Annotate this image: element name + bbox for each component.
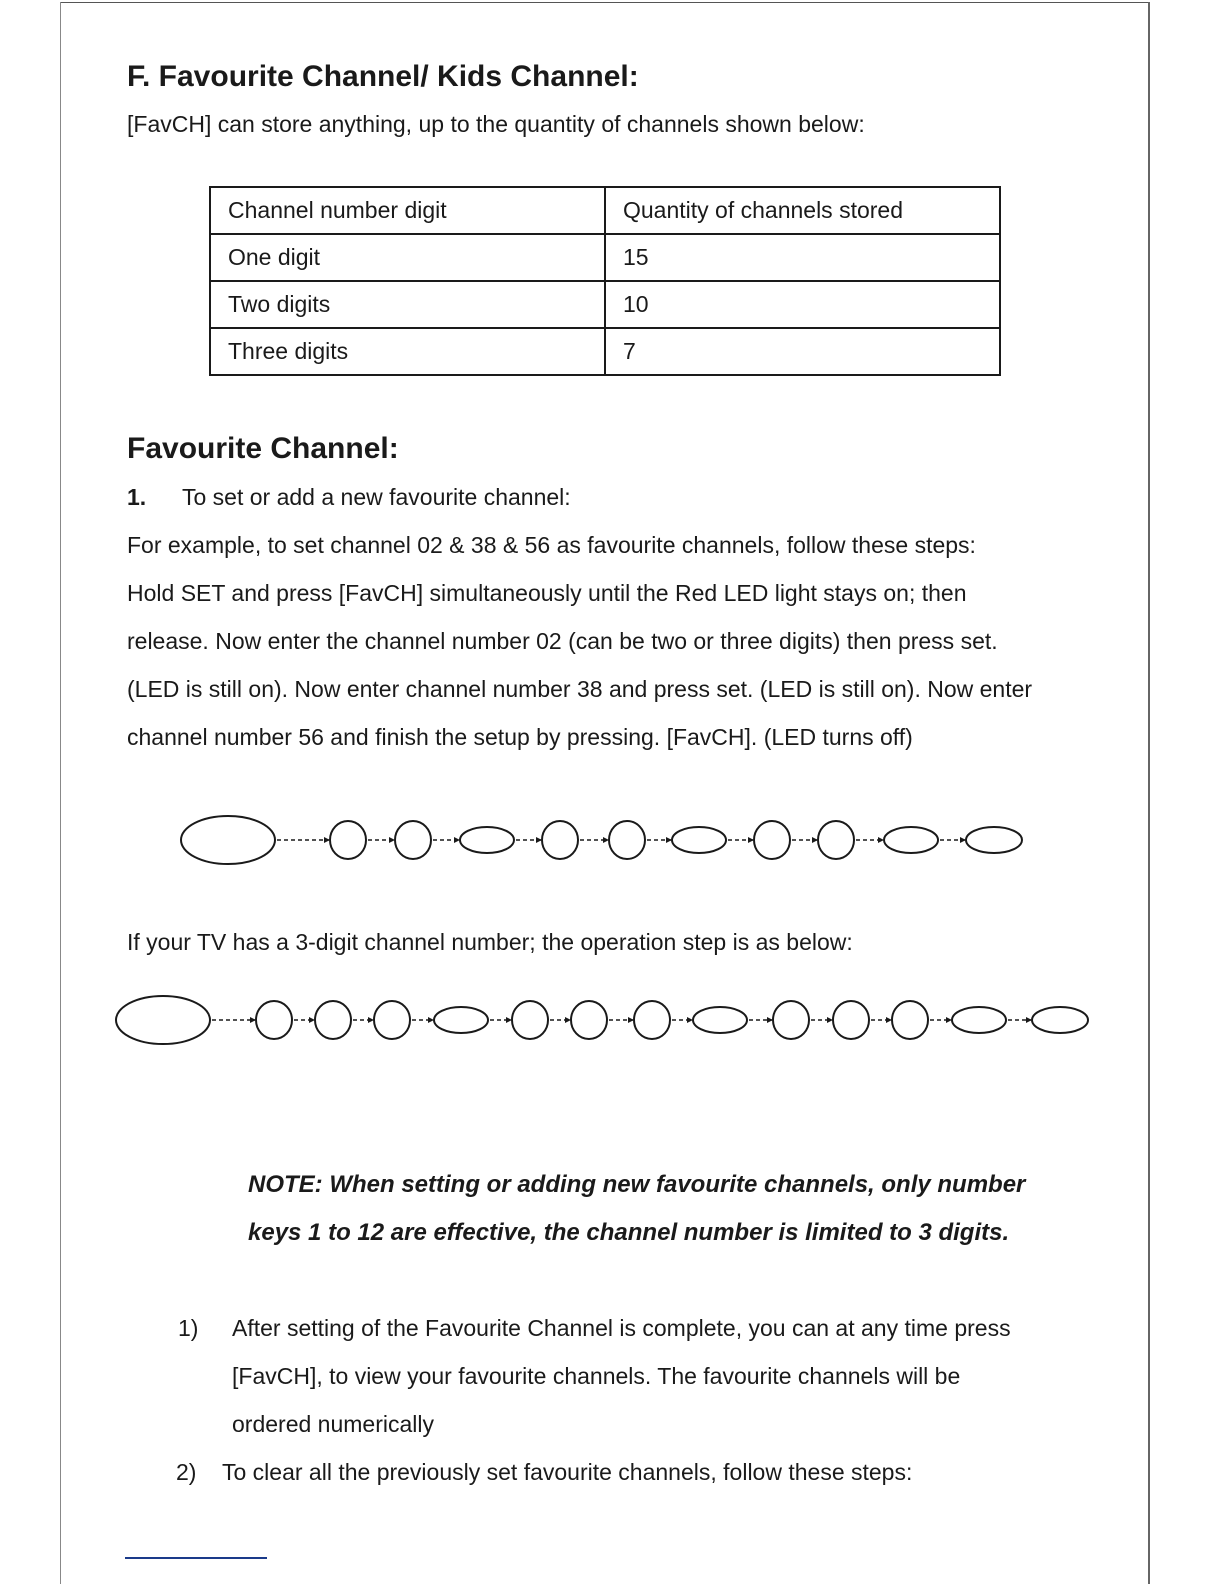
- two-digit-key-flow: [181, 816, 1022, 864]
- paragraph-line: channel number 56 and finish the setup by pressing. [FavCH]. (LED turns off): [127, 724, 913, 750]
- table-cell: One digit: [210, 234, 605, 281]
- paragraph-line: (LED is still on). Now enter channel number 38 and press set. (LED is still on). Now enter: [127, 676, 1033, 702]
- table-cell: Two digits: [210, 281, 605, 328]
- digit-key-icon: [754, 821, 790, 859]
- table-cell: 15: [605, 234, 1000, 281]
- digit-key-icon: [256, 1001, 292, 1039]
- list-item-line: [FavCH], to view your favourite channels. The favourite channels will be: [232, 1363, 961, 1389]
- table-cell: Three digits: [210, 328, 605, 375]
- digit-key-icon: [571, 1001, 607, 1039]
- table-cell: 7: [605, 328, 1000, 375]
- paragraph-line: Hold SET and press [FavCH] simultaneously until the Red LED light stays on; then: [127, 580, 967, 606]
- hold-set-favch-key-icon: [116, 996, 210, 1044]
- section-title: F. Favourite Channel/ Kids Channel:: [127, 60, 639, 93]
- section-intro: [FavCH] can store anything, up to the quantity of channels shown below:: [127, 111, 865, 137]
- digit-key-icon: [818, 821, 854, 859]
- digit-key-icon: [773, 1001, 809, 1039]
- three-digit-key-flow: [116, 996, 1088, 1044]
- list-item-line: To clear all the previously set favourite channels, follow these steps:: [222, 1459, 913, 1485]
- note-line: keys 1 to 12 are effective, the channel number is limited to 3 digits.: [248, 1219, 1010, 1246]
- digit-key-icon: [374, 1001, 410, 1039]
- table-cell: 10: [605, 281, 1000, 328]
- set-key-icon: [460, 827, 514, 853]
- digit-key-icon: [892, 1001, 928, 1039]
- digit-key-icon: [634, 1001, 670, 1039]
- digit-key-icon: [315, 1001, 351, 1039]
- hold-set-favch-key-icon: [181, 816, 275, 864]
- favch-key-icon: [1032, 1007, 1088, 1033]
- list-number: 2): [176, 1459, 197, 1485]
- favourite-channel-title: Favourite Channel:: [127, 432, 399, 465]
- table-header-cell: Channel number digit: [210, 187, 605, 234]
- digit-key-icon: [833, 1001, 869, 1039]
- digit-key-icon: [512, 1001, 548, 1039]
- note-line: NOTE: When setting or adding new favourite channels, only number: [248, 1171, 1026, 1198]
- step-text: To set or add a new favourite channel:: [182, 484, 571, 510]
- digit-key-icon: [330, 821, 366, 859]
- list-item-line: After setting of the Favourite Channel is complete, you can at any time press: [232, 1315, 1011, 1341]
- digit-key-icon: [395, 821, 431, 859]
- three-digit-text: If your TV has a 3-digit channel number; the operation step is as below:: [127, 929, 853, 955]
- set-key-icon: [884, 827, 938, 853]
- paragraph-line: release. Now enter the channel number 02 (can be two or three digits) then press set.: [127, 628, 998, 654]
- favch-key-icon: [966, 827, 1022, 853]
- set-key-icon: [952, 1007, 1006, 1033]
- digit-key-icon: [542, 821, 578, 859]
- list-number: 1): [178, 1315, 199, 1341]
- digit-key-icon: [609, 821, 645, 859]
- list-item-line: ordered numerically: [232, 1411, 434, 1437]
- table-header-cell: Quantity of channels stored: [605, 187, 1000, 234]
- paragraph-line: For example, to set channel 02 & 38 & 56 as favourite channels, follow these steps:: [127, 532, 976, 558]
- set-key-icon: [434, 1007, 488, 1033]
- step-number: 1.: [127, 484, 147, 510]
- set-key-icon: [693, 1007, 747, 1033]
- set-key-icon: [672, 827, 726, 853]
- footnote-rule: [125, 1557, 267, 1559]
